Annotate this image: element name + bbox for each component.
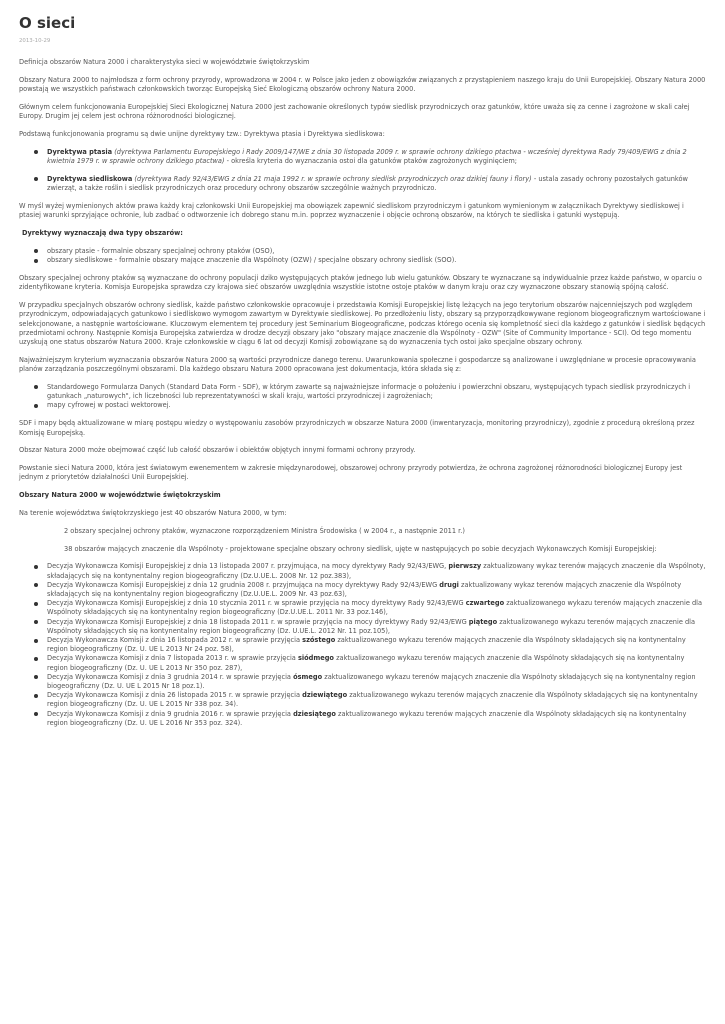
decision-ordinal: ósmego — [293, 672, 323, 681]
paragraph: Powstanie sieci Natura 2000, która jest światowym ewenementem w zakresie międzynarodowej, obszarowej ochrony przyrody potwierdza, że ochrona zagrożonej różnorodności biologicznej Europy jest jednym z priorytetów działalności Unii Europejskiej. — [19, 464, 683, 482]
list-item — [47, 148, 706, 166]
paragraph: Obszary specjalnej ochrony ptaków są wyznaczane do ochrony populacji dziko występujących ptaków jednego lub wielu gatunków. Obszary te wyznaczane są indywidualnie przez każde państwo, w oparciu o zidentyfikowane kryteria. Komisja Europejska sprawdza czy krajowa sieć obszarów uwzględnia wszystkie istotne ostoje ptaków w danym kraju oraz czy wyznaczone obszary stanowią spójną całość. — [19, 274, 702, 292]
decision-ordinal: pierwszy — [448, 562, 482, 571]
directive-citation: (dyrektywa Parlamentu Europejskiego i Rady 2009/147/WE z dnia 30 listopada 2009 r. w sprawie ochrony dzikiego ptactwa - wcześniej dyrektywa Rady 79/409/EWG z dnia 2 kwietnia 1979 r. w sprawie ochrony dzikiego ptactwa) — [47, 147, 687, 165]
directive-name: Dyrektywa ptasia — [47, 147, 113, 156]
paragraph: W przypadku specjalnych obszarów ochrony siedlisk, każde państwo członkowskie opracowuje i przedstawia Komisji Europejskiej listę leżących na jego terytorium obszarów najcenniejszych pod względem przyrodniczym, odpowiadających gatunkowo i siedliskowo wymogom zawartym w Dyrektywie siedliskowej. Po przedłożeniu listy, obszary są przyporządkowywane regionom biogeograficznym wartościowane i selekcjonowane, a następnie wartościowane. Kluczowym elementem tej procedury jest Seminarium Biogeograficzne, podczas którego ocenia się kompletność sieci dla każdego z gatunków i siedlisk będących przedmiotami ochrony. Następnie Komisja Europejska zatwierdza w drodze decyzji obszary jako "obszary mające znaczenie dla Wspólnoty - OZW" (Site of Community Importance - SCI). Od tego momentu uzyskują one status obszarów Natura 2000. Kraje członkowskie w ciągu 6 lat od decyzji Komisji zobowiązane są do wyznaczenia tych ostoi jako specjalne obszary ochrony. — [19, 301, 706, 347]
list-item — [47, 654, 706, 672]
decision-text: zaktualizowanego wykazu terenów mających znaczenie dla Wspólnoty składających się na kontynentalny region biogeograficzny (Dz. U. UE L 2015 Nr 338 poz. 34). — [47, 691, 698, 709]
list-item — [47, 175, 706, 193]
decision-ordinal: dziewiątego — [302, 691, 348, 700]
list-item: mapy cyfrowej w postaci wektorowej. — [47, 401, 706, 410]
paragraph: SDF i mapy będą aktualizowane w miarę postępu wiedzy o występowaniu zasobów przyrodniczych w obszarze Natura 2000 (inwentaryzacja, monitoring przyrodniczy), zgodnie z procedurą określoną przez Komisję Europejską. — [19, 419, 695, 437]
decision-text: zaktualizowany wykaz terenów mających znaczenie dla Wspólnoty składających się na kontynentalny region biogeograficzny (Dz.U.UE.L. 2009 Nr. 43 poz.63), — [47, 580, 682, 599]
decision-text: Decyzja Wykonawcza Komisji Europejskiej z dnia 18 listopada 2011 r. w sprawie przyjęcia na mocy dyrektywy Rady 92/43/EWG — [47, 617, 469, 626]
decision-text: Decyzja Wykonawcza Komisji Europejskiej z dnia 13 listopada 2007 r. przyjmująca, na mocy dyrektywy Rady 92/43/EWG, — [47, 562, 449, 571]
list-item — [47, 581, 706, 599]
decision-text: Decyzja Wykonawcza Komisji z dnia 9 grudnia 2016 r. w sprawie przyjęcia — [47, 709, 294, 718]
types-heading: Dyrektywy wyznaczają dwa typy obszarów: — [22, 229, 183, 237]
region-count-habitats: 38 obszarów mających znaczenie dla Wspólnoty - projektowane specjalne obszary ochrony siedlisk, ujęte w następujących po sobie decyzjach Wykonawczych Komisji Europejskiej: — [64, 544, 657, 553]
decision-text: zaktualizowanego wykazu terenów mających znaczenie dla Wspólnoty składających się na kontynentalny region biogeograficzny (Dz.U.UE.L. 2011 Nr. 33 poz.146), — [47, 599, 703, 617]
list-item: obszary ptasie - formalnie obszary specjalnej ochrony ptaków (OSO), — [47, 247, 706, 256]
list-item — [47, 618, 706, 636]
paragraph: Obszar Natura 2000 może obejmować część lub całość obszarów i obiektów objętych innymi formami ochrony przyrody. — [19, 446, 416, 455]
decision-text: Decyzja Wykonawcza Komisji z dnia 7 listopada 2013 r. w sprawie przyjęcia — [47, 654, 298, 663]
decision-ordinal: szóstego — [302, 636, 336, 645]
decision-text: Decyzja Wykonawcza Komisji Europejskiej z dnia 12 grudnia 2008 r. przyjmująca na mocy dyrektywy Rady 92/43/EWG — [47, 580, 440, 589]
list-item — [47, 599, 706, 617]
list-item: Standardowego Formularza Danych (Standard Data Form - SDF), w którym zawarte są najważniejsze informacje o położeniu i powierzchni obszaru, występujących typach siedlisk przyrodniczych i gatunkach „naturowych", ich liczebności lub reprezentatywności w skali kraju, wartości przyrodniczej i zagrożeniach; — [47, 383, 706, 401]
region-heading: Obszary Natura 2000 w województwie świętokrzyskim — [19, 491, 221, 500]
region-intro: Na terenie województwa świętokrzyskiego jest 40 obszarów Natura 2000, w tym: — [19, 509, 287, 518]
list-item — [47, 636, 706, 654]
publish-date: 2013-10-29 — [19, 38, 51, 44]
list-item — [47, 691, 706, 709]
decision-text: zaktualizowanego wykazu terenów mających znaczenie dla Wspólnoty składających się na kontynentalny region biogeograficzny (Dz. U. UE L 2013 Nr 24 poz. 58), — [47, 636, 686, 654]
list-item — [47, 562, 706, 580]
decision-ordinal: czwartego — [465, 599, 505, 608]
paragraph: W myśl wyżej wymienionych aktów prawa każdy kraj członkowski Unii Europejskiej ma obowiązek zapewnić siedliskom przyrodniczym i gatunkom wymienionym w załącznikach Dyrektywy siedliskowej i ptasiej warunki sprzyjające ochronie, lub zadbać o odtworzenie ich dobrego stanu m.in. poprzez wyznaczenie i objęcie ochroną obszarów, na których te siedliska i gatunki występują. — [19, 202, 684, 220]
decision-text: Decyzja Wykonawcza Komisji z dnia 16 listopada 2012 r. w sprawie przyjęcia — [47, 636, 303, 645]
decision-text: Decyzja Wykonawcza Komisji z dnia 26 listopada 2015 r. w sprawie przyjęcia — [47, 691, 303, 700]
list-item — [47, 673, 706, 691]
decision-text: zaktualizowanego wykazu terenów mających znaczenie dla Wspólnoty składających się na kontynentalny region biogeograficzny (Dz. U. UE L 2016 Nr 353 poz. 324). — [47, 709, 687, 727]
directive-description: - ustala zasady ochrony pozostałych gatunków zwierząt, a także roślin i siedlisk przyrodniczych oraz procedury ochrony obszarów szczególnie ważnych przyrodniczo. — [47, 174, 688, 192]
region-count-birds: 2 obszary specjalnej ochrony ptaków, wyznaczone rozporządzeniem Ministra Środowiska ( w 2004 r., a następnie 2011 r.) — [64, 526, 465, 535]
paragraph: Najważniejszym kryterium wyznaczania obszarów Natura 2000 są wartości przyrodnicze danego terenu. Uwarunkowania społeczne i gospodarcze są analizowane i uwzględniane w procesie opracowywania planów zarządzania poszczególnymi obszarami. Dla każdego obszaru Natura 2000 opracowana jest dokumentacja, która składa się z: — [19, 355, 696, 374]
paragraph: Głównym celem funkcjonowania Europejskiej Sieci Ekologicznej Natura 2000 jest zachowanie określonych typów siedlisk przyrodniczych oraz gatunków, które uważa się za cenne i zagrożone w skali całej Europy. Drugim jej celem jest ochrona różnorodności biologicznej. — [19, 102, 690, 120]
directives-list — [19, 148, 706, 193]
list-item: obszary siedliskowe - formalnie obszary mające znaczenie dla Wspólnoty (OZW) / specjalne obszary ochrony siedlisk (SOO). — [47, 256, 706, 265]
documentation-list — [19, 383, 706, 411]
decision-text: zaktualizowany wykaz terenów mających znaczenie dla Wspólnoty, składających się na kontynentalny region biogeograficzny (Dz.U.UE.L. 2008 Nr. 12 poz.383), — [47, 562, 706, 580]
paragraph: Obszary Natura 2000 to najmłodsza z form ochrony przyrody, wprowadzona w 2004 r. w Polsce jako jeden z obowiązków związanych z przystąpieniem naszego kraju do Unii Europejskiej. Obszary Natura 2000 powstają we wszystkich państwach członkowskich tworząc Europejską Sieć Ekologiczną obszarów ochrony Natura 2000. — [19, 75, 706, 93]
decision-ordinal: siódmego — [297, 654, 334, 663]
directive-citation: (dyrektywa Rady 92/43/EWG z dnia 21 maja 1992 r. w sprawie ochrony siedlisk przyrodniczych oraz dzikiej fauny i flory) — [132, 174, 532, 183]
decision-ordinal: dziesiątego — [293, 709, 336, 718]
decision-ordinal: drugi — [439, 580, 459, 589]
directive-name: Dyrektywa siedliskowa — [47, 174, 133, 183]
intro-paragraph: Definicja obszarów Natura 2000 i charakterystyka sieci w województwie świętokrzyskim — [19, 58, 310, 66]
list-item — [47, 710, 706, 728]
decision-text: zaktualizowanego wykazu terenów mających znaczenie dla Wspólnoty składających się na kontynentalny region biogeograficzny (Dz. U.UE.L. 2012 Nr. 11 poz.105), — [47, 617, 696, 635]
decision-text: Decyzja Wykonawcza Komisji Europejskiej z dnia 10 stycznia 2011 r. w sprawie przyjęcia na mocy dyrektywy Rady 92/43/EWG — [47, 599, 466, 608]
area-types-list — [19, 247, 706, 265]
page-title: O sieci — [19, 14, 76, 32]
decision-ordinal: piątego — [468, 617, 498, 626]
decisions-list — [19, 562, 706, 728]
decision-text: Decyzja Wykonawcza Komisji z dnia 3 grudnia 2014 r. w sprawie przyjęcia — [47, 672, 294, 681]
paragraph: Podstawą funkcjonowania programu są dwie unijne dyrektywy tzw.: Dyrektywa ptasia i Dyrektywa siedliskowa: — [19, 129, 385, 138]
decision-text: zaktualizowanego wykazu terenów mających znaczenie dla Wspólnoty składających się na kontynentalny region biogeograficzny (Dz. U. UE L 2015 Nr 18 poz.1). — [47, 672, 696, 691]
directive-description: - określa kryteria do wyznaczania ostoi dla gatunków ptaków zagrożonych wyginięciem; — [224, 156, 517, 165]
decision-text: zaktualizowanego wykazu terenów mających znaczenie dla Wspólnoty składających się na kontynentalny region biogeograficzny (Dz. U. UE L 2013 Nr 350 poz. 287), — [47, 654, 685, 672]
